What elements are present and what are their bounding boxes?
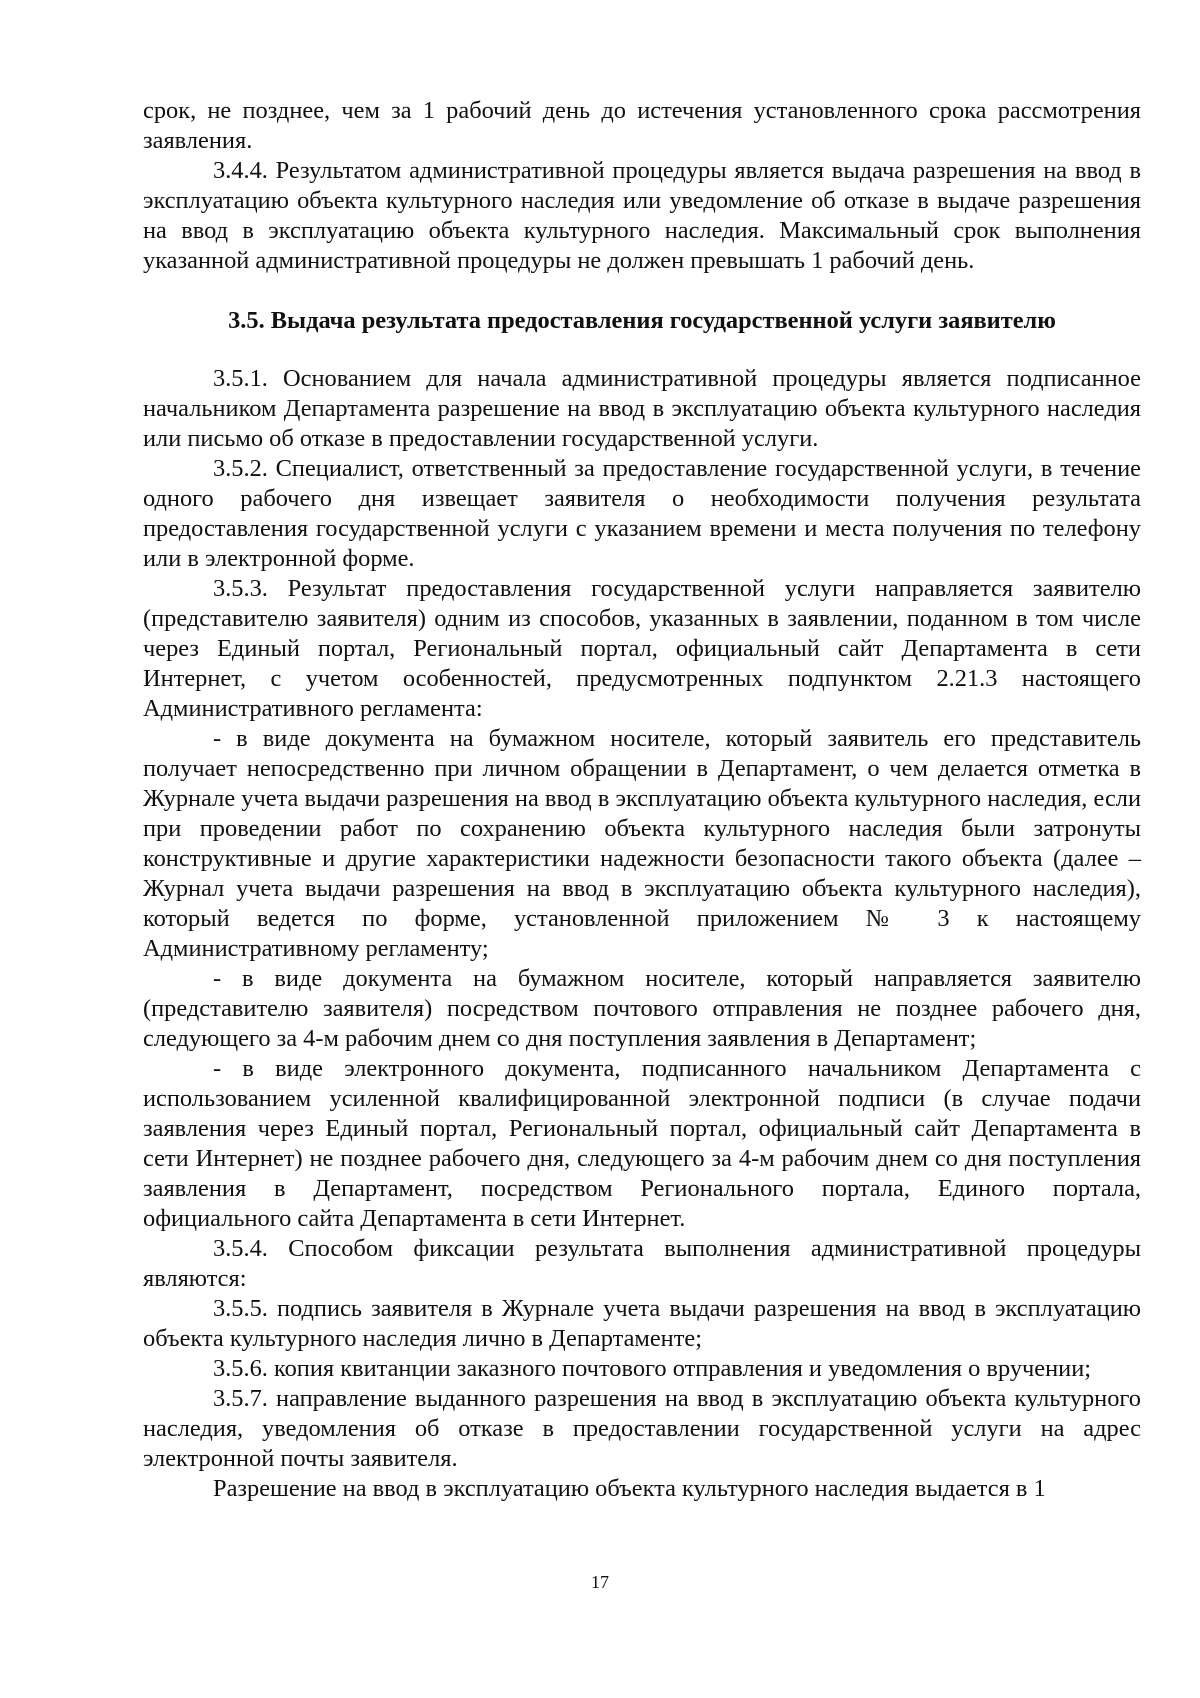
document-page (143, 96, 1141, 1504)
paragraph: 3.4.4. Результатом административной процедуры является выдача разрешения на ввод в эксплуатацию объекта культурного наследия или уведомление об отказе в выдаче разрешения на ввод в эксплуатацию объекта культурного наследия. Максимальный срок выполнения указанной административной процедуры не должен превышать 1 рабочий день. (143, 157, 1141, 274)
paragraph: 3.5.3. Результат предоставления государственной услуги направляется заявителю (представителю заявителя) одним из способов, указанных в заявлении, поданном в том числе через Единый портал, Региональный портал, официальный сайт Департамента в сети Интернет, с учетом особенностей, предусмотренных подпунктом 2.21.3 настоящего Административного регламента: (143, 575, 1141, 722)
paragraph: 3.5.6. копия квитанции заказного почтового отправления и уведомления о вручении; (213, 1355, 1092, 1382)
paragraph: Разрешение на ввод в эксплуатацию объекта культурного наследия выдается в 1 (213, 1475, 1046, 1502)
paragraph: 3.5.5. подпись заявителя в Журнале учета выдачи разрешения на ввод в эксплуатацию объекта культурного наследия лично в Департаменте; (143, 1295, 1141, 1352)
page-number: 17 (591, 1572, 609, 1592)
list-item: - в виде электронного документа, подписанного начальником Департамента с использованием усиленной квалифицированной электронной подписи (в случае подачи заявления через Единый портал, Региональный портал, официальный сайт Департамента в сети Интернет) не позднее рабочего дня, следующего за 4-м рабочим днем со дня поступления заявления в Департамент, посредством Регионального портала, Единого портала, официального сайта Департамента в сети Интернет. (143, 1055, 1141, 1232)
paragraph: 3.5.2. Специалист, ответственный за предоставление государственной услуги, в течение одного рабочего дня извещает заявителя о необходимости получения результата предоставления государственной услуги с указанием времени и места получения по телефону или в электронной форме. (143, 455, 1141, 572)
paragraph: 3.5.7. направление выданного разрешения на ввод в эксплуатацию объекта культурного наследия, уведомления об отказе в предоставлении государственной услуги на адрес электронной почты заявителя. (143, 1385, 1141, 1472)
section-heading: 3.5. Выдача результата предоставления государственной услуги заявителю (228, 307, 1056, 334)
paragraph: срок, не позднее, чем за 1 рабочий день до истечения установленного срока рассмотрения заявления. (143, 97, 1141, 154)
list-item: - в виде документа на бумажном носителе, который заявитель его представитель получает непосредственно при личном обращении в Департамент, о чем делается отметка в Журнале учета выдачи разрешения на ввод в эксплуатацию объекта культурного наследия, если при проведении работ по сохранению объекта культурного наследия были затронуты конструктивные и другие характеристики надежности безопасности такого объекта (далее – Журнал учета выдачи разрешения на ввод в эксплуатацию объекта культурного наследия), который ведется по форме, установленной приложением № 3 к настоящему Административному регламенту; (143, 725, 1141, 962)
paragraph: 3.5.4. Способом фиксации результата выполнения административной процедуры являются: (143, 1235, 1141, 1292)
list-item: - в виде документа на бумажном носителе, который направляется заявителю (представителю заявителя) посредством почтового отправления не позднее рабочего дня, следующего за 4-м рабочим днем со дня поступления заявления в Департамент; (143, 965, 1141, 1052)
paragraph: 3.5.1. Основанием для начала административной процедуры является подписанное начальником Департамента разрешение на ввод в эксплуатацию объекта культурного наследия или письмо об отказе в предоставлении государственной услуги. (143, 365, 1141, 452)
